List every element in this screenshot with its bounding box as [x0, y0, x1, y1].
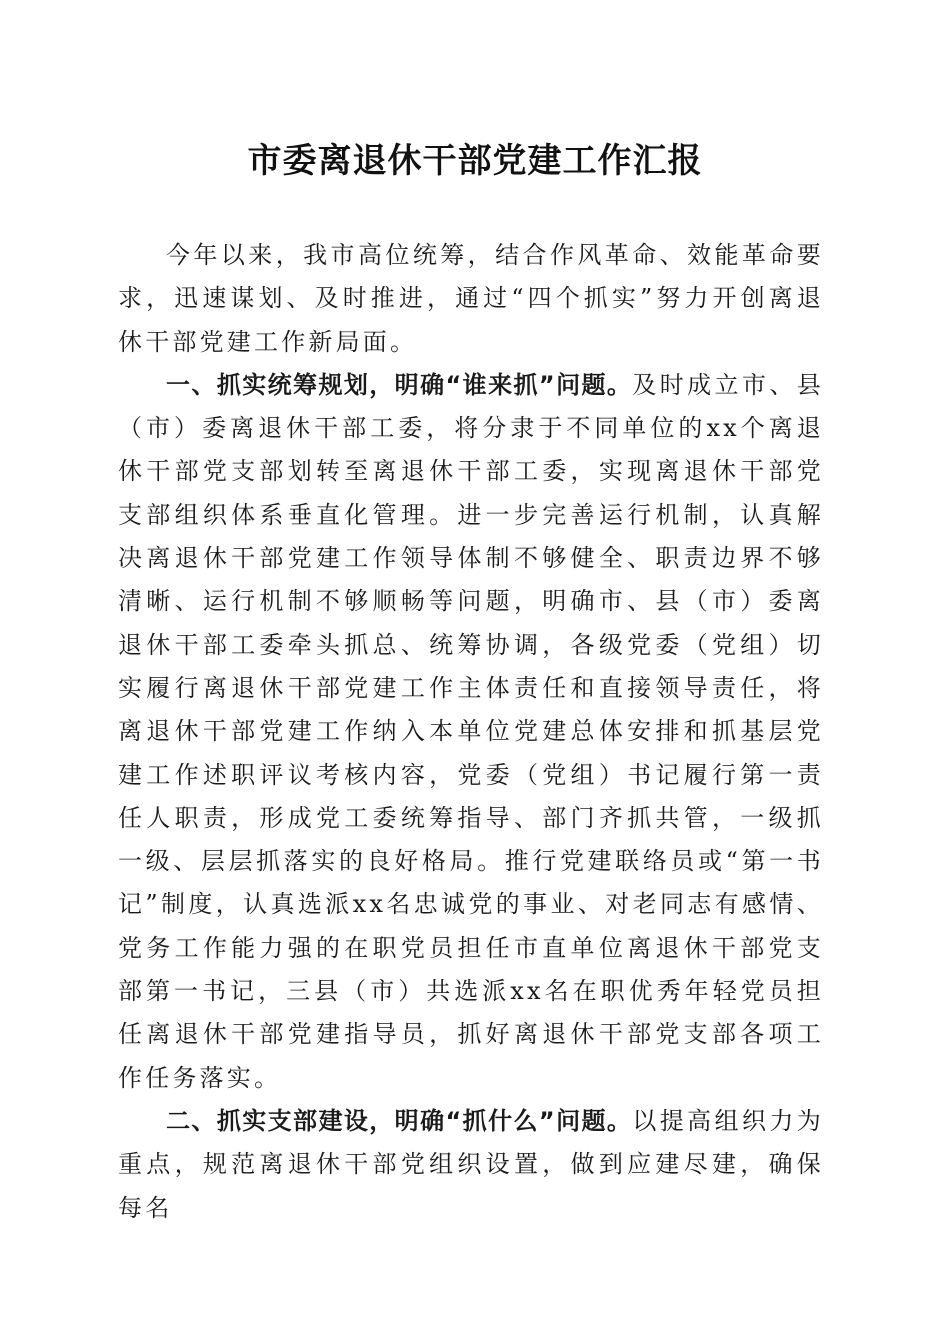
section-1-paragraph [118, 364, 824, 1100]
section-2-heading: 二、抓实支部建设，明确“抓什么”问题。 [166, 1106, 633, 1135]
section-2-text: 以提高组织力为重点，规范离退休干部党组织设置，做到应建尽建，确保每名 [118, 1106, 824, 1222]
section-1-heading: 一、抓实统筹规划，明确“谁来抓”问题。 [166, 370, 633, 399]
section-2-paragraph [118, 1100, 824, 1230]
intro-paragraph: 今年以来，我市高位统筹，结合作风革命、效能革命要求，迅速谋划、及时推进，通过“四个抓实”努力开创离退休干部党建工作新局面。 [118, 241, 824, 356]
section-1-text: 及时成立市、县（市）委离退休干部工委，将分隶于不同单位的xx个离退休干部党支部划转至离退休干部工委，实现离退休干部党支部组织体系垂直化管理。进一步完善运行机制，认真解决离退休干部党建工作领导体制不够健全、职责边界不够清晰、运行机制不够顺畅等问题，明确市、县（市）委离退休干部工委牵头抓总、统筹协调，各级党委（党组）切实履行离退休干部党建工作主体责任和直接领导责任，将离退休干部党建工作纳入本单位党建总体安排和抓基层党建工作述职评议考核内容，党委（党组）书记履行第一责任人职责，形成党工委统筹指导、部门齐抓共管，一级抓一级、层层抓落实的良好格局。推行党建联络员或“第一书记”制度，认真选派xx名忠诚党的事业、对老同志有感情、党务工作能力强的在职党员担任市直单位离退休干部党支部第一书记，三县（市）共选派xx名在职优秀年轻党员担任离退休干部党建指导员，抓好离退休干部党支部各项工作任务落实。 [118, 370, 824, 1092]
document-body [118, 234, 824, 1230]
document-title: 市委离退休干部党建工作汇报 [247, 141, 703, 181]
